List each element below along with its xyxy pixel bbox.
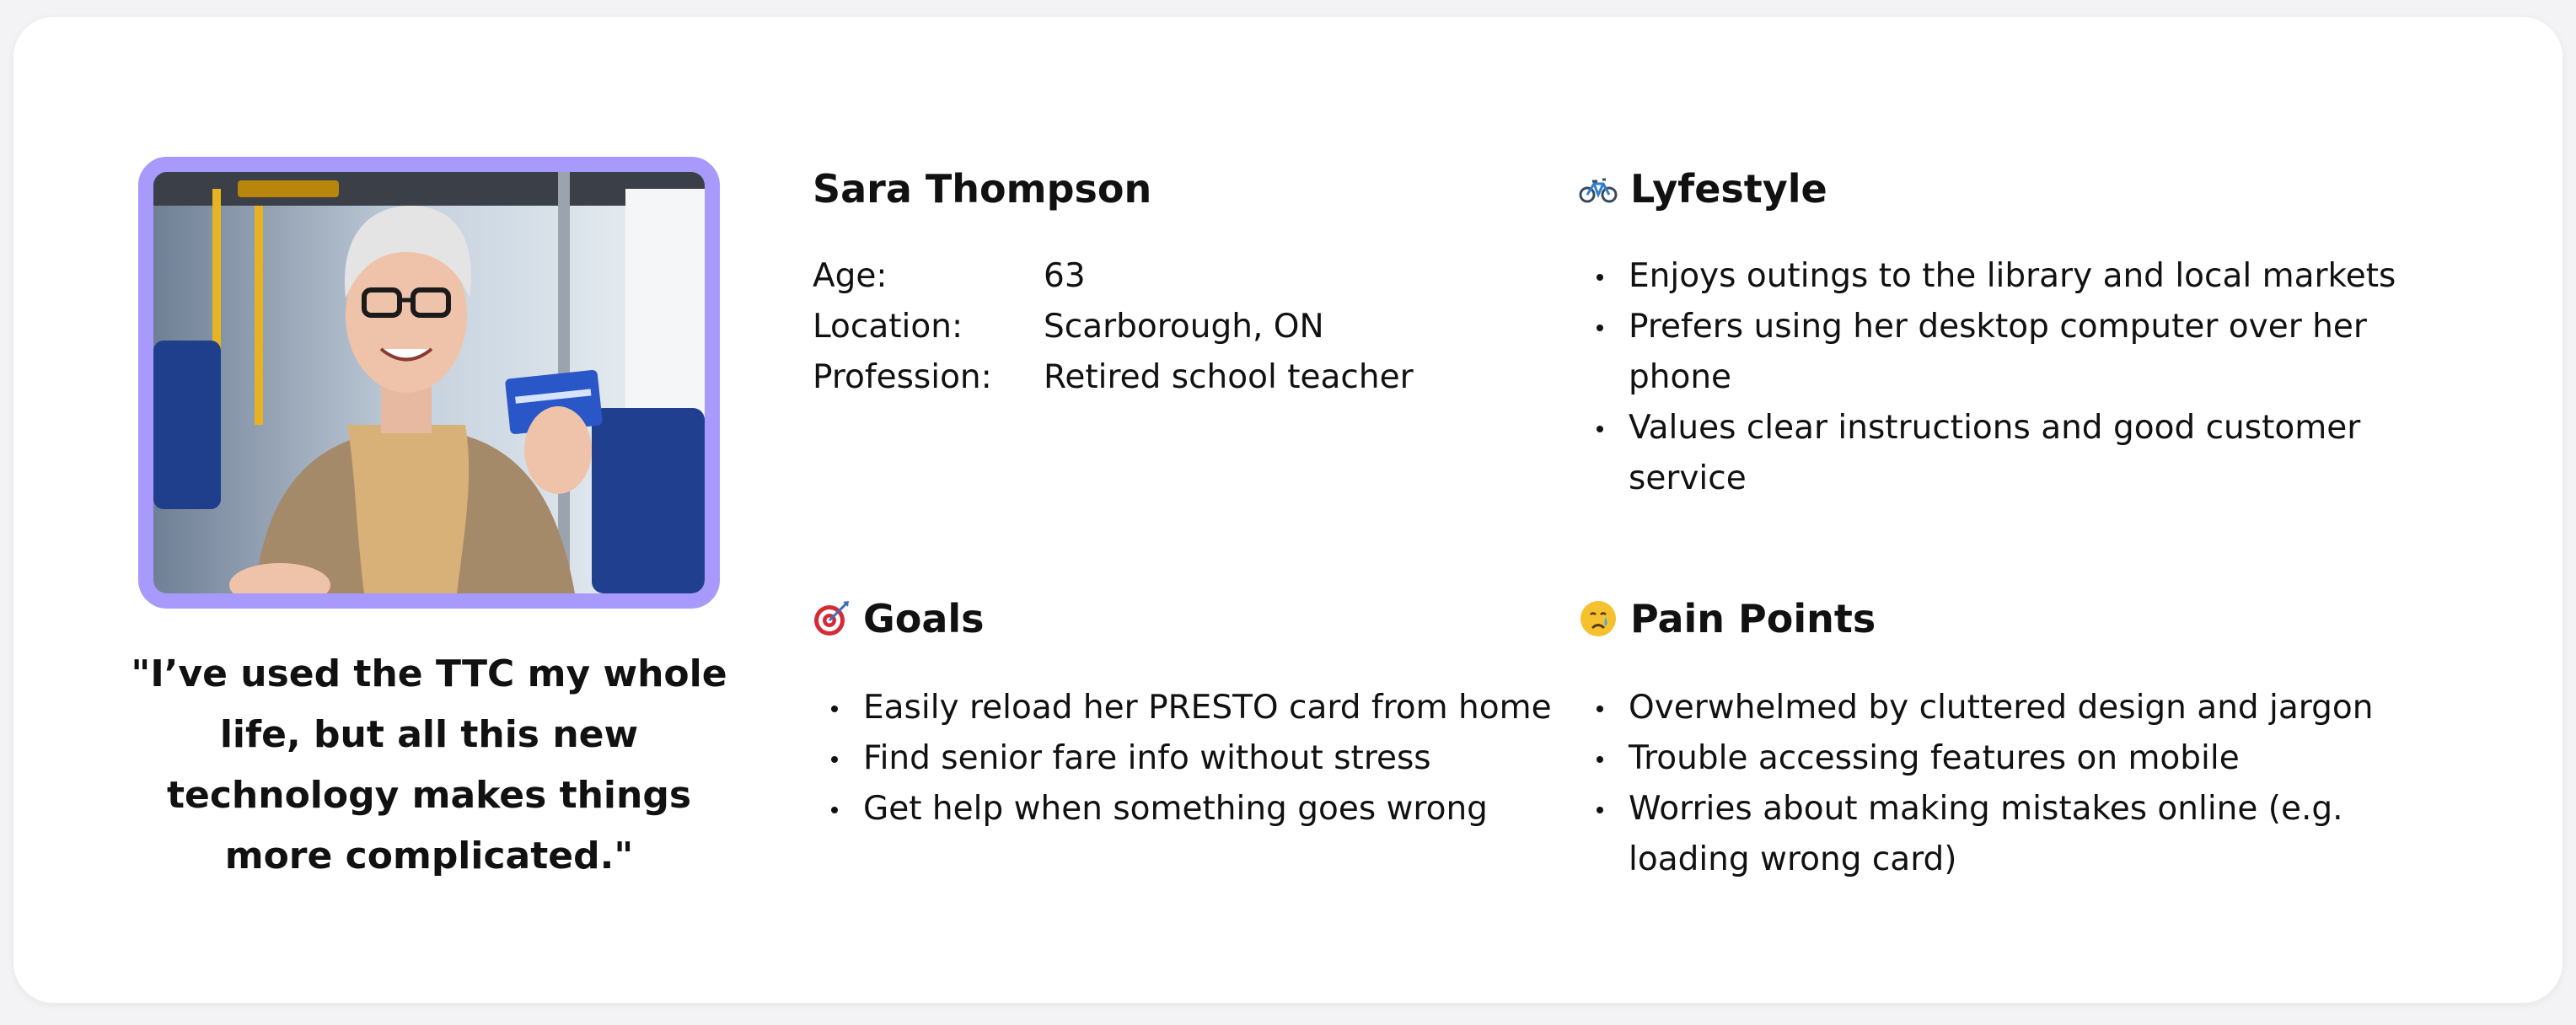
detail-value: Retired school teacher (1044, 358, 1414, 396)
list-item: Overwhelmed by cluttered design and jargon (1578, 683, 2455, 733)
crying-face-icon (1578, 598, 1618, 639)
target-icon (811, 598, 851, 639)
list-item: Find senior fare info without stress (813, 733, 1554, 784)
pain-points-list (1578, 683, 2455, 885)
list-item: Values clear instructions and good customer service (1578, 403, 2455, 504)
list-item: Enjoys outings to the library and local markets (1578, 251, 2455, 302)
persona-quote: "I’ve used the TTC my whole life, but all this new technology makes things more complicated." (131, 652, 727, 877)
detail-label: Profession: (813, 358, 992, 396)
goals-heading (811, 593, 985, 644)
pain-points-title: Pain Points (1630, 596, 1876, 641)
detail-value: 63 (1044, 257, 1086, 295)
detail-label: Location: (813, 308, 963, 346)
persona-card (13, 17, 2563, 1003)
detail-value: Scarborough, ON (1044, 308, 1324, 346)
lifestyle-heading (1578, 164, 1827, 214)
detail-label: Age: (813, 257, 888, 295)
list-item: Get help when something goes wrong (813, 784, 1554, 834)
list-item: Prefers using her desktop computer over her phone (1578, 302, 2455, 403)
detail-row-profession (813, 352, 1414, 403)
pain-points-heading (1578, 593, 1876, 644)
list-item: Worries about making mistakes online (e.g. loading wrong card) (1578, 784, 2455, 885)
list-item: Easily reload her PRESTO card from home (813, 683, 1554, 733)
lifestyle-list (1578, 251, 2455, 504)
bicycle-icon (1578, 169, 1618, 209)
persona-name: Sara Thompson (813, 166, 1152, 212)
list-item: Trouble accessing features on mobile (1578, 733, 2455, 784)
lifestyle-title: Lyfestyle (1630, 166, 1827, 212)
goals-title: Goals (863, 596, 985, 641)
persona-photo (138, 157, 720, 609)
detail-row-location (813, 302, 1414, 352)
detail-row-age (813, 251, 1414, 302)
goals-list (813, 683, 1554, 834)
persona-details (813, 251, 1414, 403)
